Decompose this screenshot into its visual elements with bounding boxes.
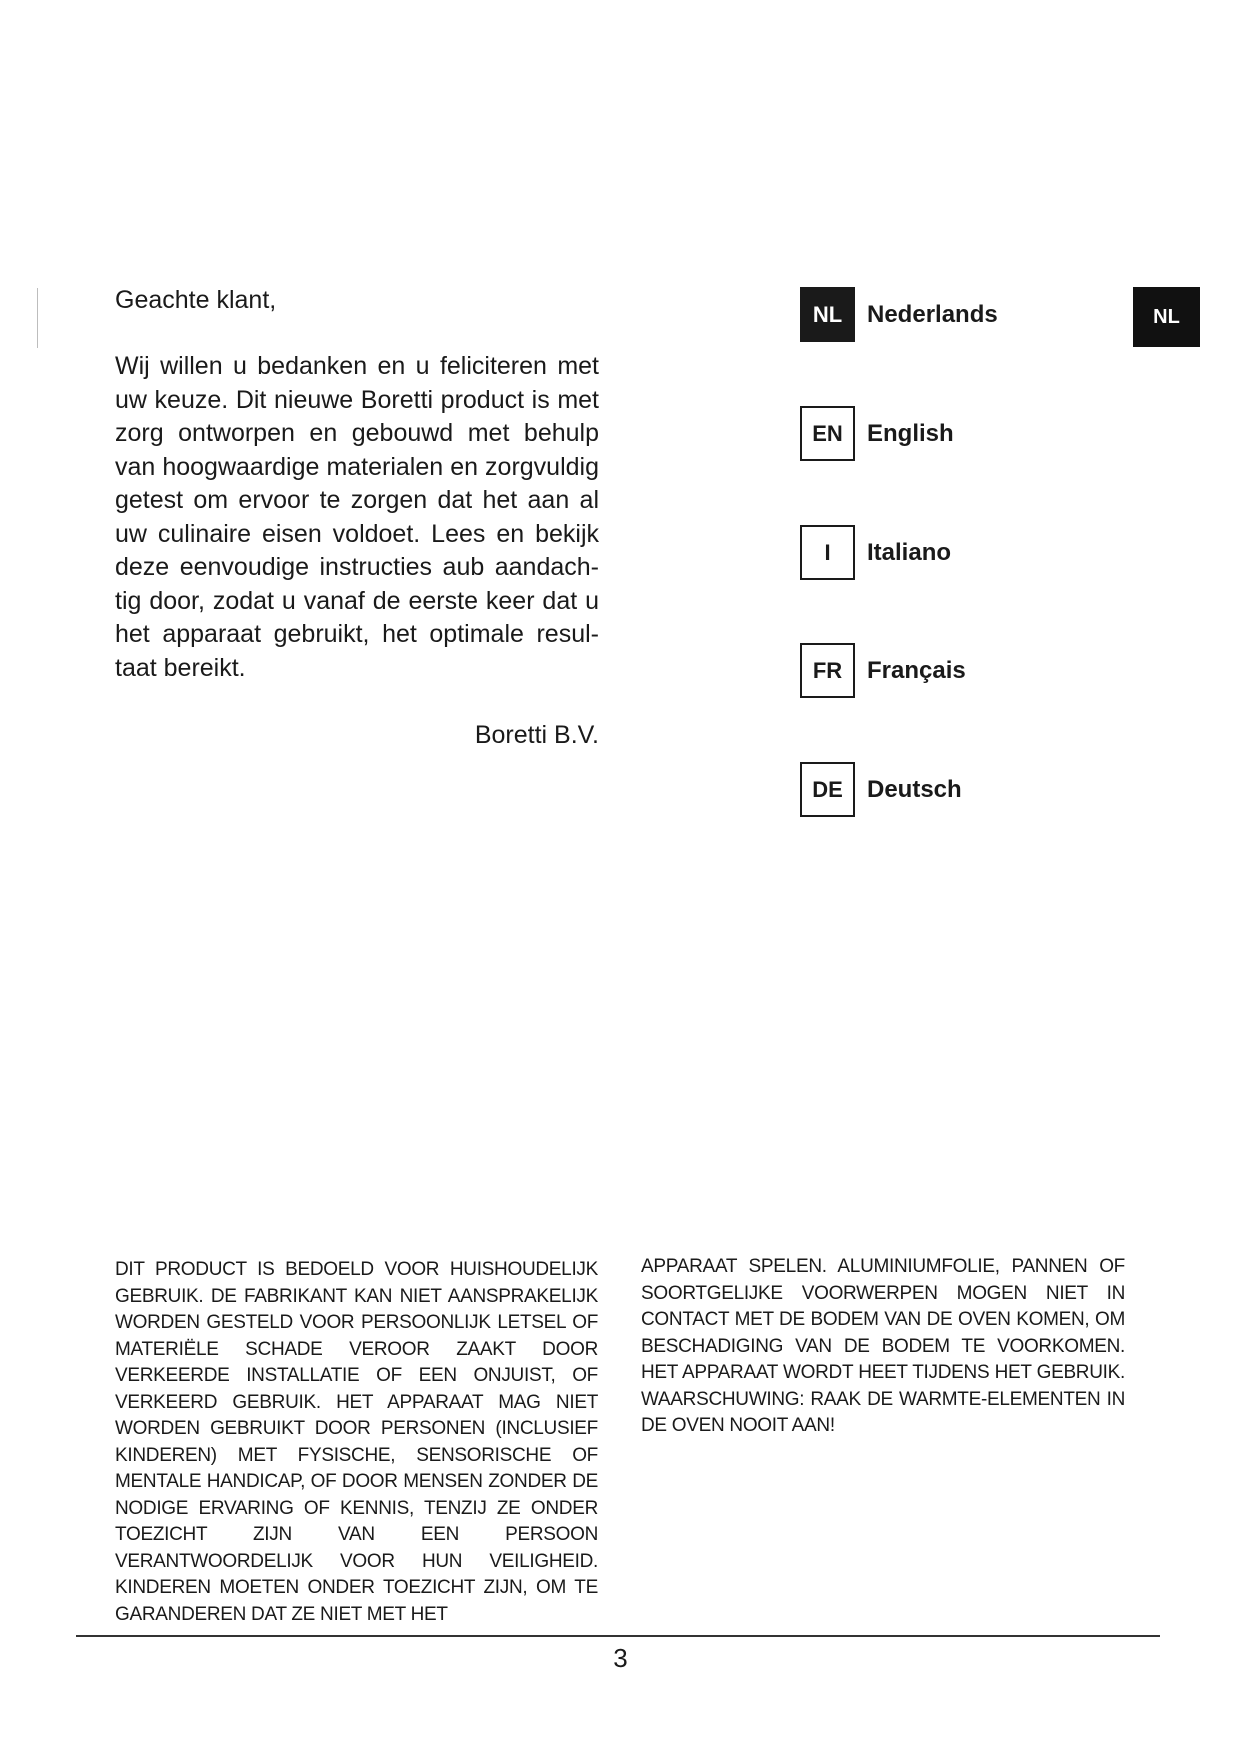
- language-code-badge: FR: [800, 643, 855, 698]
- safety-notice-left: DIT PRODUCT IS BEDOELD VOOR HUISHOUDELIJK GEBRUIK. DE FABRIKANT KAN NIET AANSPRAKELIJK WORDEN GESTELD VOOR PERSOONLIJK LETSEL OF MATERIËLE SCHADE VEROOR ZAAKT DOOR VERKEERDE INSTALLATIE OF EEN ONJUIST, OF VERKEERD GEBRUIK. HET APPARAAT MAG NIET WORDEN GEBRUIKT DOOR PERSONEN (INCLUSIEF KINDEREN) MET FYSISCHE, SENSORISCHE OF MENTALE HANDICAP, OF DOOR MENSEN ZONDER DE NODIGE ERVARING OF KENNIS, TENZIJ ZE ONDER TOEZICHT ZIJN VAN EEN PERSOON VERANTWOORDELIJK VOOR HUN VEILIGHEID. KINDEREN MOETEN ONDER TOEZICHT ZIJN, OM TE GARANDEREN DAT ZE NIET MET HET: [115, 1259, 598, 1625]
- language-code-badge: NL: [800, 287, 855, 342]
- footer-divider: [76, 1635, 1160, 1637]
- language-item-fr[interactable]: [800, 643, 966, 698]
- letter-greeting: Geachte klant,: [115, 286, 277, 314]
- language-name: Italiano: [867, 538, 952, 566]
- language-item-nl[interactable]: [800, 287, 998, 342]
- language-name: Deutsch: [867, 775, 962, 803]
- language-item-en[interactable]: [800, 406, 954, 461]
- letter-body: Wij willen u bedanken en u feliciteren met uw keuze. Dit nieuwe Boretti product is met zorg ontworpen en gebouwd met behulp van hoogwaardige materialen en zorgvuldig getest om ervoor te zorgen dat het aan al uw culinaire eisen voldoet. Lees en bekijk deze eenvoudige instructies aub aandachtig door, zodat u vanaf de eerste keer dat u het apparaat gebruikt, het optimale resultaat bereikt.: [115, 352, 599, 682]
- language-code-badge: EN: [800, 406, 855, 461]
- language-item-de[interactable]: [800, 762, 962, 817]
- safety-notice-right: APPARAAT SPELEN. ALUMINIUMFOLIE, PANNEN OF SOORTGELIJKE VOORWERPEN MOGEN NIET IN CONTACT MET DE BODEM VAN DE OVEN KOMEN, OM BESCHADIGING VAN DE BODEM TE VOORKOMEN. HET APPARAAT WORDT HEET TIJDENS HET GEBRUIK. WAARSCHUWING: RAAK DE WARMTE-ELEMENTEN IN DE OVEN NOOIT AAN!: [641, 1256, 1125, 1436]
- margin-marker: [37, 288, 38, 348]
- language-code-badge: I: [800, 525, 855, 580]
- language-name: English: [867, 419, 954, 447]
- language-item-it[interactable]: [800, 525, 951, 580]
- language-name: Nederlands: [867, 300, 998, 328]
- language-name: Français: [867, 656, 966, 684]
- language-code-badge: DE: [800, 762, 855, 817]
- section-edge-tab: NL: [1133, 287, 1200, 347]
- page-number: 3: [613, 1643, 628, 1673]
- letter-signature: Boretti B.V.: [474, 721, 599, 749]
